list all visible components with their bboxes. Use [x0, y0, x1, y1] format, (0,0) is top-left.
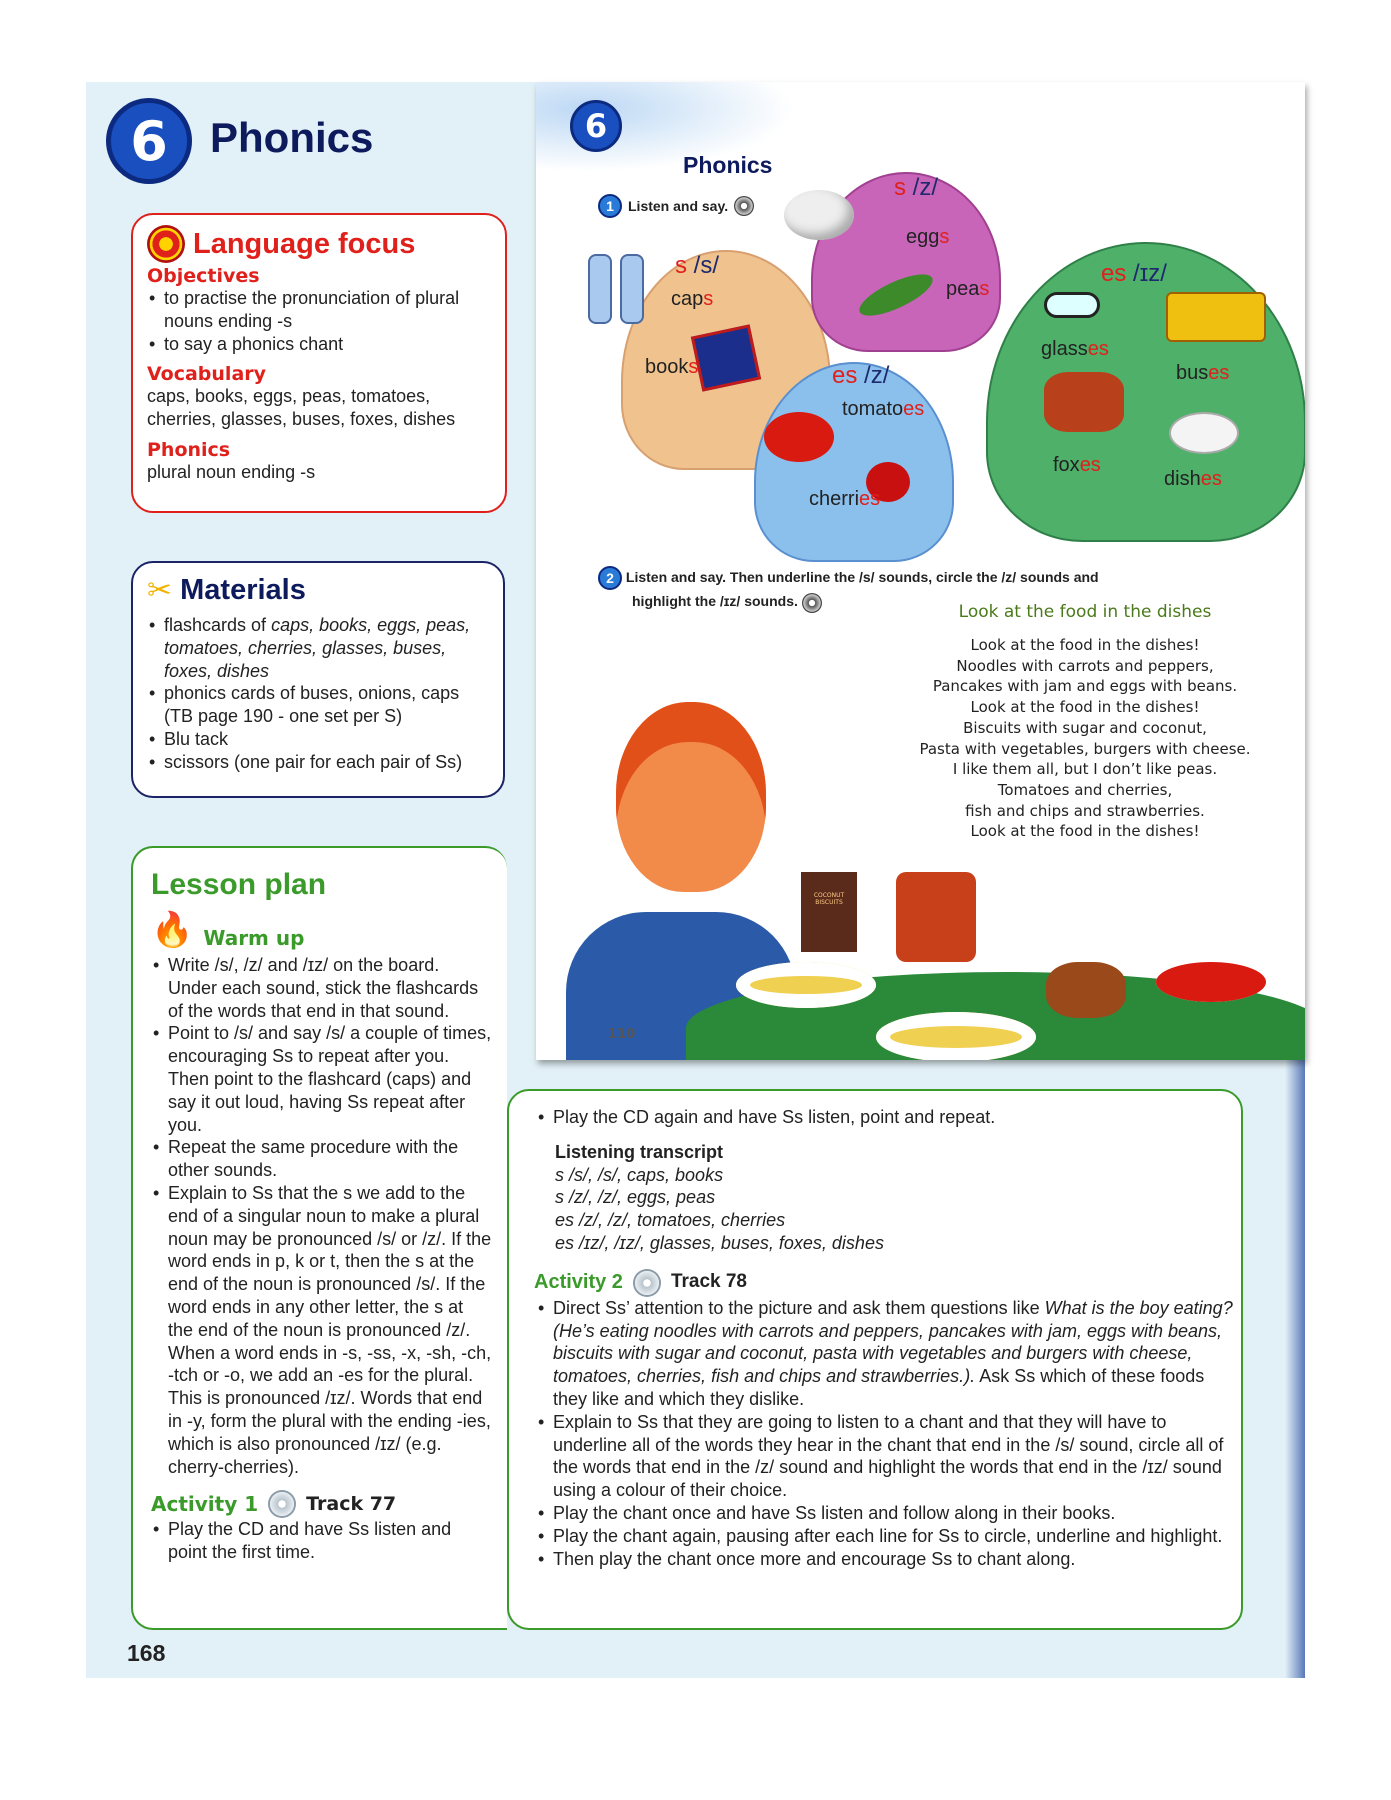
transcript-heading: Listening transcript — [555, 1141, 724, 1162]
chant-line: I like them all, but I don’t like peas. — [952, 760, 1218, 779]
burger-illustration — [1046, 962, 1126, 1018]
word-label: caps — [671, 288, 714, 310]
activity-1-item: • Play the CD again and have Ss listen, point and repeat. — [536, 1106, 1236, 1129]
word-label: foxes — [1053, 454, 1101, 476]
objectives-list — [147, 287, 491, 355]
word-label: books — [645, 356, 699, 378]
sb-unit-badge: 6 — [570, 100, 622, 152]
phonics-text: plural noun ending -s — [147, 461, 316, 482]
pasta-plate-illustration — [736, 962, 876, 1008]
activity-2-text: Ask Ss which of these foods they like and which they dislike. — [553, 1366, 1205, 1409]
bottle-image — [620, 254, 644, 324]
exercise-1-instruction: Listen and say. — [628, 198, 729, 214]
exercise-2-instruction: highlight the /ɪz/ sounds. — [632, 593, 798, 610]
unit-number-badge: 6 — [106, 98, 192, 184]
page-title: Phonics — [210, 114, 374, 161]
warm-up-item: • Point to /s/ and say /s/ a couple of times, encouraging Ss to repeat after you. Then point to the flashcard (caps) and say it out loud, having Ss repeat after you. — [151, 1022, 493, 1136]
warm-up-heading: Warm up — [203, 926, 305, 950]
word-label: tomatoes — [842, 398, 925, 420]
lesson-plan-box — [131, 846, 507, 1630]
objectives-heading: Objectives — [147, 265, 260, 287]
chant-line: Look at the food in the dishes! — [970, 636, 1200, 654]
activity-2-track: Track 78 — [670, 1271, 748, 1293]
activity-2-list — [536, 1297, 1236, 1571]
objective-item: • to practise the pronunciation of plural nouns ending -s — [147, 287, 491, 333]
warm-up-item: • Write /s/, /z/ and /ɪz/ on the board. Under each sound, stick the flashcards of the words that end in that sound. — [151, 954, 493, 1022]
language-focus-title: Language focus — [193, 227, 416, 260]
foxes-image — [1044, 372, 1124, 432]
activity-2-item: • Explain to Ss that they are going to listen to a chant and that they will have to underline all of the words they hear in the chant that end in the /s/ sound, circle all of the words that end in the /z/ sound and highlight the words that end in the /ɪz/ sound using a colour of their choice. — [536, 1411, 1236, 1502]
material-text-italic: caps, books, eggs, peas, tomatoes, cherries, glasses, buses, foxes, dishes — [164, 615, 471, 681]
vocabulary-heading: Vocabulary — [147, 363, 267, 386]
material-item: • phonics cards of buses, onions, caps (TB page 190 - one set per S) — [147, 682, 489, 728]
word-label: cherries — [809, 488, 881, 510]
chant-line: Look at the food in the dishes! — [970, 698, 1200, 717]
material-item: • Blu tack — [147, 728, 489, 751]
activity-2-item: • Then play the chant once more and encourage Ss to chant along. — [536, 1548, 1236, 1571]
word-label: eggs — [906, 226, 950, 248]
warm-up-list — [151, 954, 493, 1478]
bottle-image — [588, 254, 612, 324]
warm-up-item: • Explain to Ss that the s we add to the end of a singular noun to make a plural noun may be pronounced /s/ or /z/. If the word ends in p, k or t, then the s at the end of the noun is pronounced /s/. If the word ends in any other letter, the s at the end of the noun is pronounced /z/. When a word ends in -s, -ss, -x, -sh, -ch, -tch or -o, we add an -es for the plural. This is pronounced /ɪz/. Words that end in -y, form the plural with the ending -ies, which is also pronounced /ɪz/ (e.g. cherry-cherries). — [151, 1182, 493, 1478]
biscuit-box-label: COCONUT BISCUITS — [813, 892, 845, 906]
dishes-image — [1169, 412, 1239, 454]
exercise-2-instruction: Listen and say. Then underline the /s/ sounds, circle the /z/ sounds and — [625, 569, 1099, 585]
objective-item: • to say a phonics chant — [147, 333, 491, 356]
biscuit-box-illustration — [801, 872, 857, 952]
activity-2-item — [536, 1297, 1236, 1411]
tomato-plate-illustration — [1156, 962, 1266, 1002]
cd-icon — [268, 1490, 296, 1518]
glasses-image — [1044, 292, 1100, 318]
cd-icon — [734, 196, 754, 216]
chant-line: Noodles with carrots and peppers, — [956, 656, 1214, 675]
language-focus-box — [131, 213, 507, 513]
materials-list — [147, 614, 489, 774]
phonics-heading: Phonics — [147, 438, 231, 461]
page-number: 168 — [127, 1640, 166, 1666]
lesson-plan-title: Lesson plan — [151, 868, 327, 901]
exercise-number: 2 — [598, 566, 622, 590]
chant-line: Tomatoes and cherries, — [997, 780, 1173, 799]
tomatoes-image — [764, 412, 834, 462]
shell-sound-label: s /z/ — [894, 174, 939, 201]
shell-sound-label — [675, 252, 719, 280]
shell-sound-label: es /z/ — [832, 362, 890, 389]
pancakes-illustration — [896, 872, 976, 962]
warm-up-item: • Repeat the same procedure with the other sounds. — [151, 1136, 493, 1182]
materials-box — [131, 561, 505, 798]
target-icon — [147, 225, 185, 263]
activity-1-list — [151, 1518, 493, 1564]
exercise-number: 1 — [598, 194, 622, 218]
chant-line: Look at the food in the dishes! — [970, 822, 1200, 841]
chant-line: fish and chips and strawberries. — [965, 801, 1205, 820]
sb-page-number: 110 — [608, 1027, 636, 1042]
sb-title: Phonics — [683, 152, 773, 178]
boy-head-illustration — [616, 702, 766, 892]
sb-exercise-1 — [598, 194, 754, 218]
chant-line: Pasta with vegetables, burgers with cheese. — [919, 739, 1251, 758]
scissors-glue-icon: ✂ — [147, 573, 173, 608]
shell-sound-label: es /ɪz/ — [1101, 260, 1167, 287]
chant-text — [870, 635, 1300, 842]
material-text: flashcards of — [164, 615, 272, 635]
chant-line: Pancakes with jam and eggs with beans. — [932, 677, 1238, 696]
transcript-line: s /s/, /s/, caps, books — [555, 1164, 724, 1185]
activity-1-track: Track 77 — [306, 1493, 397, 1516]
activity-2-item: • Play the chant once and have Ss listen and follow along in their books. — [536, 1502, 1236, 1525]
material-item: • scissors (one pair for each pair of Ss) — [147, 751, 489, 774]
cd-icon — [633, 1269, 661, 1297]
sound-ending: s — [675, 252, 687, 279]
activity-1-item: • Play the CD and have Ss listen and point the first time. — [151, 1518, 493, 1564]
material-item — [147, 614, 489, 682]
vocabulary-text: caps, books, eggs, peas, tomatoes, cherries, glasses, buses, foxes, dishes — [147, 386, 456, 430]
materials-title: Materials — [180, 574, 306, 606]
word-label: peas — [946, 278, 990, 300]
word-label: glasses — [1041, 338, 1109, 360]
cd-icon — [802, 593, 822, 613]
transcript-line: es /z/, /z/, tomatoes, cherries — [555, 1210, 786, 1231]
word-label: buses — [1176, 362, 1230, 384]
chant-line: Biscuits with sugar and coconut, — [963, 718, 1207, 737]
lesson-plan-right-column — [536, 1106, 1236, 1570]
transcript-line: es /ɪz/, /ɪz/, glasses, buses, foxes, dishes — [555, 1232, 884, 1253]
activity-2-text: Direct Ss’ attention to the picture and ask them questions like — [553, 1297, 1045, 1318]
activity-2-item: • Play the chant again, pausing after each line for Ss to circle, underline and highlight. — [536, 1525, 1236, 1548]
sound-ipa: /s/ — [687, 252, 720, 279]
noodles-plate-illustration — [876, 1012, 1036, 1060]
activity-2-question: What is the boy eating? (He’s eating noodles with carrots and peppers, pancakes with jam, eggs with beans, biscuits with sugar and coconut, pasta with vegetables and burgers with cheese, tomatoes, cherries, fish and chips and strawberries.). — [553, 1297, 1233, 1387]
buses-image — [1166, 292, 1266, 342]
word-label: dishes — [1164, 468, 1222, 490]
eggs-image — [784, 190, 854, 240]
flame-icon: 🔥 — [151, 910, 194, 950]
transcript-line: s /z/, /z/, eggs, peas — [555, 1187, 716, 1208]
activity-1-label: Activity 1 — [151, 1492, 259, 1517]
student-book-page — [536, 82, 1305, 1060]
activity-2-label: Activity 2 — [534, 1271, 623, 1294]
chant-title: Look at the food in the dishes — [958, 602, 1212, 622]
